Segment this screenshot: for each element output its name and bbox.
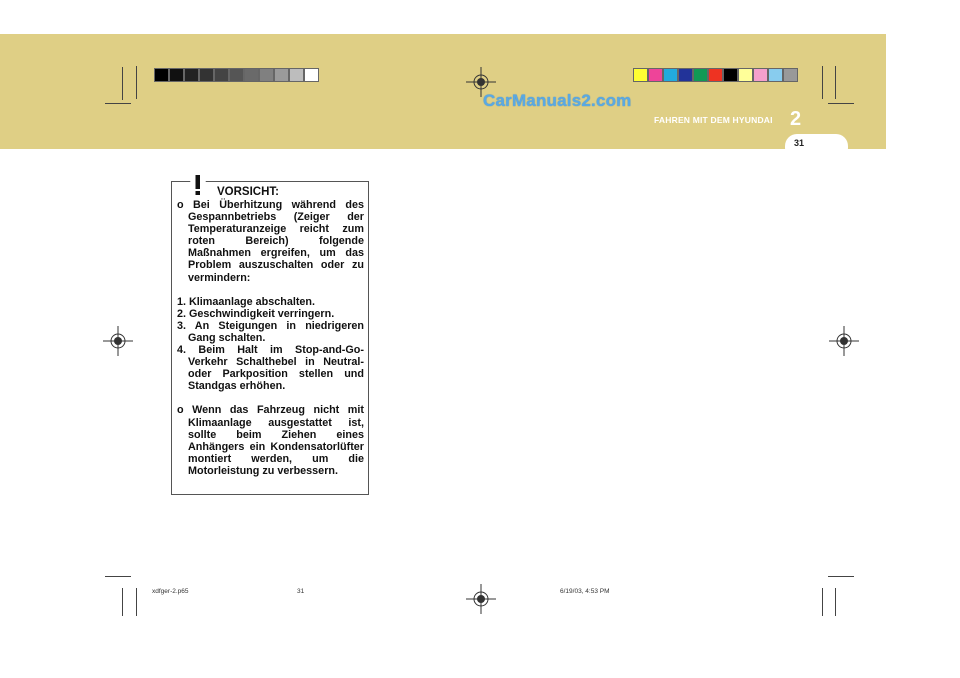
calibration-swatch: [693, 68, 708, 82]
registration-mark-icon: [829, 326, 859, 356]
calibration-swatch: [678, 68, 693, 82]
caution-item: o Bei Überhitzung während des Gespannbetriebs (Zeiger der Temperaturanzeige reicht zum roten Bereich) folgende Maßnahmen ergreifen, um das Problem auszuschalten oder zu vermindern:: [177, 199, 364, 284]
footer-filename: xdfger-2.p65: [152, 588, 189, 595]
calibration-swatch: [274, 68, 289, 82]
calibration-swatch: [184, 68, 199, 82]
caution-item: 1. Klimaanlage abschalten.: [177, 295, 316, 308]
calibration-swatch: [738, 68, 753, 82]
calibration-swatch: [663, 68, 678, 82]
calibration-swatch: [289, 68, 304, 82]
calibration-swatch: [229, 68, 244, 82]
calibration-swatch: [154, 68, 169, 82]
chapter-number: 2: [790, 108, 802, 130]
caution-item: 4. Beim Halt im Stop-and-Go-Verkehr Schalthebel in Neutral- oder Parkposition stellen und Standgas erhöhen.: [177, 344, 364, 393]
calibration-swatch: [753, 68, 768, 82]
header-band: [0, 34, 886, 149]
calibration-swatch: [214, 68, 229, 82]
color-calibration-bar: [633, 68, 798, 82]
caution-item: 3. An Steigungen in niedrigeren Gang schalten.: [177, 319, 364, 344]
calibration-swatch: [169, 68, 184, 82]
calibration-swatch: [783, 68, 798, 82]
caution-item: 2. Geschwindigkeit verringern.: [177, 307, 335, 320]
section-title: FAHREN MIT DEM HYUNDAI: [654, 115, 773, 125]
warning-icon: [181, 168, 215, 198]
calibration-swatch: [304, 68, 319, 82]
watermark: CarManuals2.com: [483, 91, 632, 110]
calibration-swatch: [708, 68, 723, 82]
caution-item: o Wenn das Fahrzeug nicht mit Klimaanlage ausgestattet ist, sollte beim Ziehen eines Anhängers ein Kondensatorlüfter montiert werden, um die Motorleistung zu verbessern.: [177, 404, 364, 477]
calibration-swatch: [259, 68, 274, 82]
calibration-swatch: [648, 68, 663, 82]
page-number: 31: [794, 138, 805, 148]
caution-list: [177, 199, 364, 477]
grayscale-calibration-bar: [154, 68, 319, 82]
caution-title: VORSICHT:: [217, 186, 279, 198]
footer-timestamp: 6/19/03, 4:53 PM: [560, 588, 610, 595]
footer-page: 31: [297, 588, 305, 595]
registration-mark-icon: [466, 584, 496, 614]
calibration-swatch: [633, 68, 648, 82]
calibration-swatch: [244, 68, 259, 82]
calibration-swatch: [723, 68, 738, 82]
calibration-swatch: [768, 68, 783, 82]
calibration-swatch: [199, 68, 214, 82]
registration-mark-icon: [103, 326, 133, 356]
